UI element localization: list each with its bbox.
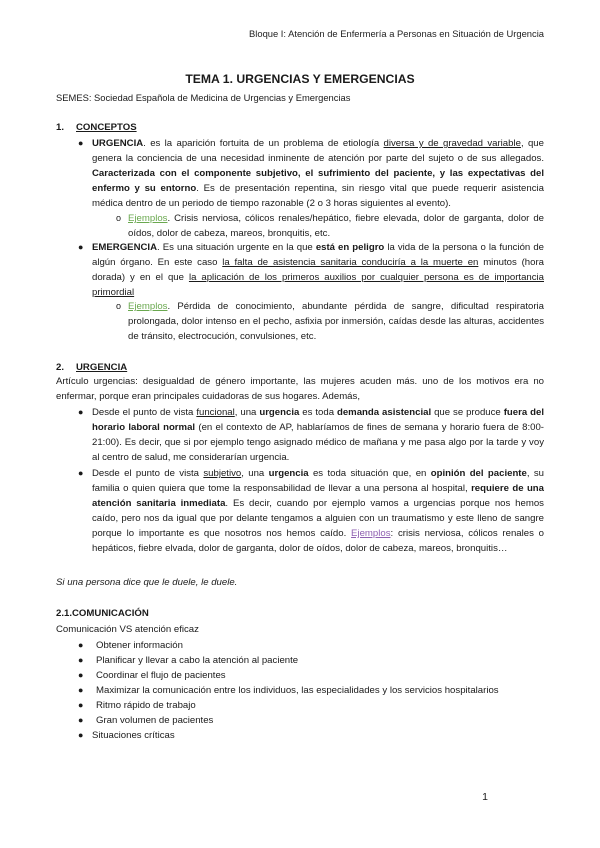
bullet-icon: ● xyxy=(78,655,84,665)
running-header: Bloque I: Atención de Enfermería a Personas en Situación de Urgencia xyxy=(249,28,544,39)
bullet-icon: ● xyxy=(78,685,84,695)
emergencia-definition xyxy=(92,240,544,300)
bold-text: está en peligro xyxy=(315,242,385,253)
text: es toda xyxy=(299,407,337,418)
text: (en el contexto de AP, hablaríamos de fines de semana y horario fuera de 8:00-21:00). Es decir, que si por ejemplo tengo asignado médico de mañana y me pasa algo por la tarde y voy al centro de salud, me considerarían urgencia. xyxy=(92,422,544,463)
bullet-icon: ● xyxy=(78,640,84,650)
examples-label: Ejemplos xyxy=(351,528,391,539)
bullet-icon: ● xyxy=(78,138,84,148)
list-item: Maximizar la comunicación entre los individuos, las especialidades y los servicios hospitalarios xyxy=(96,685,499,696)
list-item: Coordinar el flujo de pacientes xyxy=(96,670,226,681)
list-item: Situaciones críticas xyxy=(92,730,175,741)
bold-text: requiere de una atención sanitaria inmediata xyxy=(92,483,544,509)
section-title: CONCEPTOS xyxy=(76,122,137,133)
text: . Es de presentación repentina, sin riesgo vital que puede requerir asistencia médica dentro de un periodo de tiempo razonable (2 o 3 horas siguientes al evento). xyxy=(92,183,544,209)
quote-line: Si una persona dice que le duele, le duele. xyxy=(56,577,238,588)
articulo-paragraph: Artículo urgencias: desigualdad de género importante, las mujeres acuden más. uno de los motivos era no enfermar, porque eran principales cuidadoras de sus hogares. Además, xyxy=(56,376,544,402)
page-title: TEMA 1. URGENCIAS Y EMERGENCIAS xyxy=(185,72,415,86)
text: Desde el punto de vista xyxy=(92,468,204,479)
comunicacion-intro: Comunicación VS atención eficaz xyxy=(56,624,199,635)
examples-label: Ejemplos xyxy=(128,213,168,224)
text: . Es decir, cuando por ejemplo vamos a urgencias porque nos hemos caído, pero nos da igual que por delante tengamos a alguien con un traumatismo y este lleno de sangre porque lo importante es que nosotros nos hemos caído. xyxy=(92,498,544,539)
section-title: 2.1.COMUNICACIÓN xyxy=(56,608,149,619)
section-number: 2. xyxy=(56,362,65,373)
underlined-text: subjetivo xyxy=(203,468,242,479)
term-emergencia: EMERGENCIA xyxy=(92,242,158,253)
section-2-heading xyxy=(56,360,127,375)
bold-text: fuera del horario laboral normal xyxy=(92,407,544,433)
text: . Es una situación urgente en la que xyxy=(157,242,316,253)
term-urgencia: URGENCIA xyxy=(92,138,144,149)
bullet-icon: ● xyxy=(78,670,84,680)
list-item: Planificar y llevar a cabo la atención al paciente xyxy=(96,655,299,666)
text: . Pérdida de conocimiento, abundante pérdida de sangre, dificultad respiratoria prolongada, dolor intenso en el pecho, asfixia por inmersión, caídas desde las alturas, accidentes de tránsito, electrocución, convulsiones, etc. xyxy=(128,301,544,342)
emergencia-examples xyxy=(128,299,544,344)
urgencia-definition xyxy=(92,136,544,211)
text: , su familia o quien quiera que tome la responsabilidad de llevar a una persona al hospital, xyxy=(92,468,544,494)
text: . Crisis nerviosa, cólicos renales/hepático, fiebre elevada, dolor de garganta, dolor de oídos, dolor de cabeza, mareos, bronquitis, etc. xyxy=(128,213,544,239)
urgencia-examples xyxy=(128,211,544,241)
sub-bullet-icon: o xyxy=(116,301,122,311)
funcional-paragraph xyxy=(92,405,544,465)
text: , una xyxy=(234,407,260,418)
examples-label: Ejemplos xyxy=(128,301,168,312)
section-2-1-heading xyxy=(56,606,149,621)
list-item: Ritmo rápido de trabajo xyxy=(96,700,196,711)
bullet-icon: ● xyxy=(78,468,84,478)
bullet-icon: ● xyxy=(78,715,84,725)
list-item: Obtener información xyxy=(96,640,183,651)
bold-text: urgencia xyxy=(259,407,300,418)
sub-bullet-icon: o xyxy=(116,213,122,223)
bold-text: Caracterizada con el componente subjetivo, el sufrimiento del paciente, y las expectativas del enfermo y su entorno xyxy=(92,168,544,194)
page-number: 1 xyxy=(482,791,488,803)
bold-text: urgencia xyxy=(268,468,309,479)
bullet-icon: ● xyxy=(78,730,84,740)
underlined-text: la falta de asistencia sanitaria conduciría a la muerte en xyxy=(222,257,479,268)
underlined-text: funcional xyxy=(196,407,235,418)
bullet-icon: ● xyxy=(78,407,84,417)
text: . es la aparición fortuita de un problema de etiología xyxy=(143,138,384,149)
text: minutos (hora dorada) y en el que xyxy=(92,257,544,283)
text: , una xyxy=(241,468,269,479)
section-number: 1. xyxy=(56,122,65,133)
underlined-text: diversa y de gravedad variable xyxy=(383,138,521,149)
section-1-heading xyxy=(56,120,137,135)
section-title: URGENCIA xyxy=(76,362,128,373)
text: Desde el punto de vista xyxy=(92,407,197,418)
semes-definition: SEMES: Sociedad Española de Medicina de Urgencias y Emergencias xyxy=(56,92,351,103)
bullet-icon: ● xyxy=(78,700,84,710)
bold-text: demanda asistencial xyxy=(336,407,432,418)
subjetivo-paragraph xyxy=(92,466,544,556)
underlined-text: la aplicación de los primeros auxilios por cualquier persona es de importancia primordial xyxy=(92,272,544,298)
text: que se produce xyxy=(431,407,504,418)
list-item: Gran volumen de pacientes xyxy=(96,715,214,726)
bullet-icon: ● xyxy=(78,242,84,252)
text: : crisis nerviosa, cólicos renales o hepáticos, fiebre elvada, dolor de garganta, dolor de oídos, dolor de cabeza, mareos, bronquitis… xyxy=(92,528,544,554)
text: la vida de la persona o la función de algún órgano. En este caso xyxy=(92,242,544,268)
bold-text: opinión del paciente xyxy=(430,468,527,479)
text: , que genera la conciencia de una necesidad inminente de atención por parte del sujeto o de sus allegados. xyxy=(92,138,544,164)
text: es toda situación que, en xyxy=(308,468,431,479)
